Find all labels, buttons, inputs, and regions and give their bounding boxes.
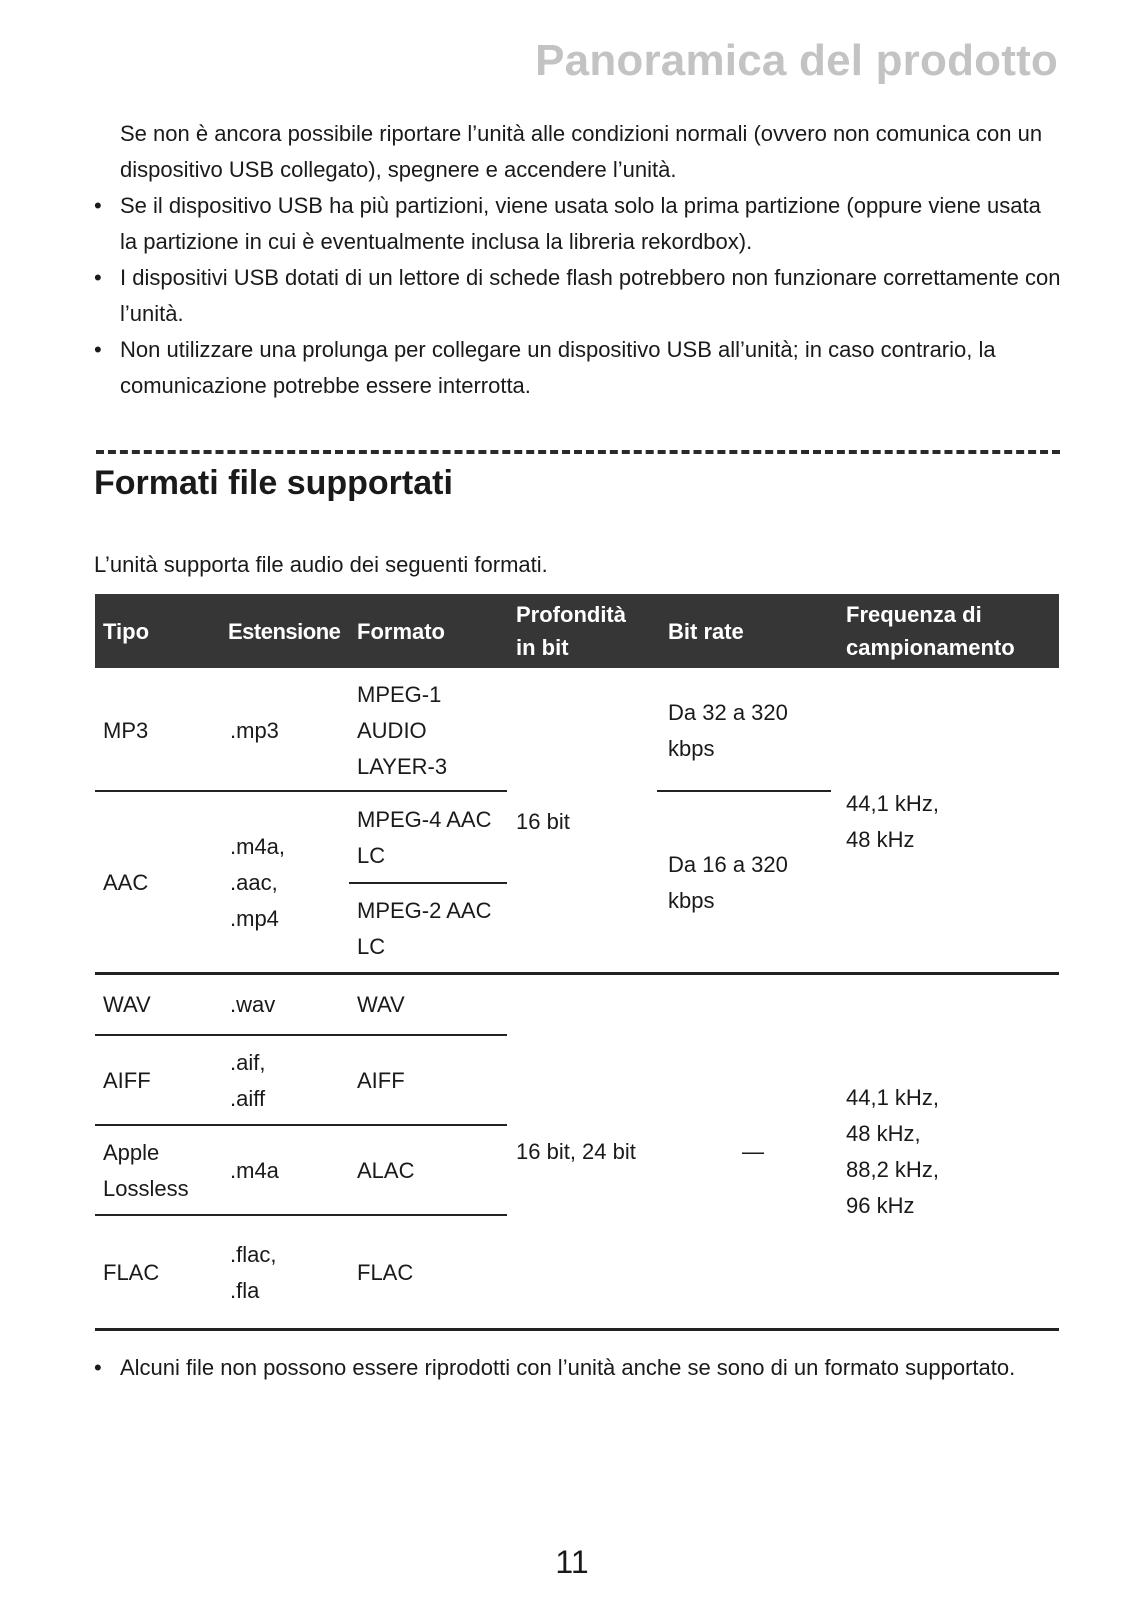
cell-lossless-bit-depth: 16 bit, 24 bit bbox=[516, 1138, 636, 1164]
cell-wav-formato: WAV bbox=[357, 992, 405, 1017]
header-frequenza: Frequenza di campionamento bbox=[846, 602, 1015, 660]
page-number: 11 bbox=[555, 1544, 589, 1580]
page-header-title: Panoramica del prodotto bbox=[535, 36, 1058, 85]
section-title: Formati file supportati bbox=[94, 464, 453, 502]
row-divider bbox=[95, 1034, 507, 1036]
cell-aac-estensione: .m4a, .aac, .mp4 bbox=[230, 834, 286, 931]
cell-flac-formato: FLAC bbox=[357, 1259, 414, 1285]
cell-lossy-bit-depth: 16 bit bbox=[516, 808, 570, 834]
cell-wav-estensione: .wav bbox=[230, 992, 276, 1017]
header-formato: Formato bbox=[357, 618, 445, 644]
cell-mp3-estensione: .mp3 bbox=[230, 717, 279, 743]
intro-continuation: Se non è ancora possibile riportare l’unità alle condizioni normali (ovvero non comunica con un dispositivo USB collegato), spegnere e accendere l’unità. bbox=[120, 121, 1043, 182]
formats-table bbox=[95, 594, 1059, 1331]
intro-bullet: • Non utilizzare una prolunga per collegare un dispositivo USB all’unità; in caso contrario, la comunicazione potrebbe essere interrotta. bbox=[94, 332, 1064, 404]
header-bitrate: Bit rate bbox=[668, 618, 744, 644]
header-profondita: Profondità in bit bbox=[516, 602, 626, 660]
row-divider bbox=[95, 1124, 507, 1126]
intro-text bbox=[94, 116, 1064, 404]
note-bullet: • Alcuni file non possono essere riprodotti con l’unità anche se sono di un formato supportato. bbox=[94, 1350, 1064, 1386]
cell-mp3-tipo: MP3 bbox=[103, 717, 149, 743]
cell-aac-bitrate: Da 16 a 320 kbps bbox=[668, 852, 788, 913]
table-bottom-rule bbox=[95, 1328, 1059, 1331]
header-tipo: Tipo bbox=[103, 618, 150, 644]
cell-mp3-formato: MPEG-1 AUDIO LAYER-3 bbox=[357, 681, 448, 779]
cell-mp3-bitrate: Da 32 a 320 kbps bbox=[668, 699, 788, 761]
cell-alac-tipo: Apple Lossless bbox=[103, 1140, 189, 1201]
intro-bullet: • I dispositivi USB dotati di un lettore di schede flash potrebbero non funzionare correttamente con l’unità. bbox=[94, 260, 1064, 332]
row-divider bbox=[95, 1214, 507, 1216]
section-lead: L’unità supporta file audio dei seguenti formati. bbox=[94, 552, 548, 577]
cell-aiff-estensione: .aif, .aiff bbox=[230, 1050, 266, 1111]
cell-aiff-formato: AIFF bbox=[357, 1068, 405, 1093]
row-divider bbox=[657, 790, 831, 792]
cell-lossless-sample-rate: 44,1 kHz, 48 kHz, 88,2 kHz, 96 kHz bbox=[846, 1084, 939, 1218]
group-divider bbox=[95, 972, 1059, 975]
row-divider bbox=[349, 882, 507, 884]
cell-alac-estensione: .m4a bbox=[230, 1158, 279, 1183]
cell-flac-tipo: FLAC bbox=[103, 1259, 160, 1285]
cell-lossless-bitrate: — bbox=[742, 1138, 764, 1164]
cell-aac-formato-mpeg2: MPEG-2 AAC LC bbox=[357, 898, 492, 959]
notes-list bbox=[94, 1350, 1064, 1386]
row-divider bbox=[95, 790, 507, 792]
cell-aiff-tipo: AIFF bbox=[103, 1068, 151, 1093]
cell-flac-estensione: .flac, .fla bbox=[230, 1241, 277, 1303]
cell-wav-tipo: WAV bbox=[103, 992, 151, 1017]
intro-bullet: • Se il dispositivo USB ha più partizioni, viene usata solo la prima partizione (oppure viene usata la partizione in cui è eventualmente inclusa la libreria rekordbox). bbox=[94, 188, 1064, 260]
header-estensione: Estensione bbox=[228, 618, 341, 644]
cell-aac-formato-mpeg4: MPEG-4 AAC LC bbox=[357, 807, 492, 868]
section-divider bbox=[96, 450, 1060, 454]
cell-lossy-sample-rate: 44,1 kHz, 48 kHz bbox=[846, 790, 939, 852]
intro-bullet-list bbox=[94, 188, 1064, 404]
cell-alac-formato: ALAC bbox=[357, 1158, 415, 1183]
cell-aac-tipo: AAC bbox=[103, 870, 149, 895]
notes bbox=[94, 1350, 1064, 1386]
